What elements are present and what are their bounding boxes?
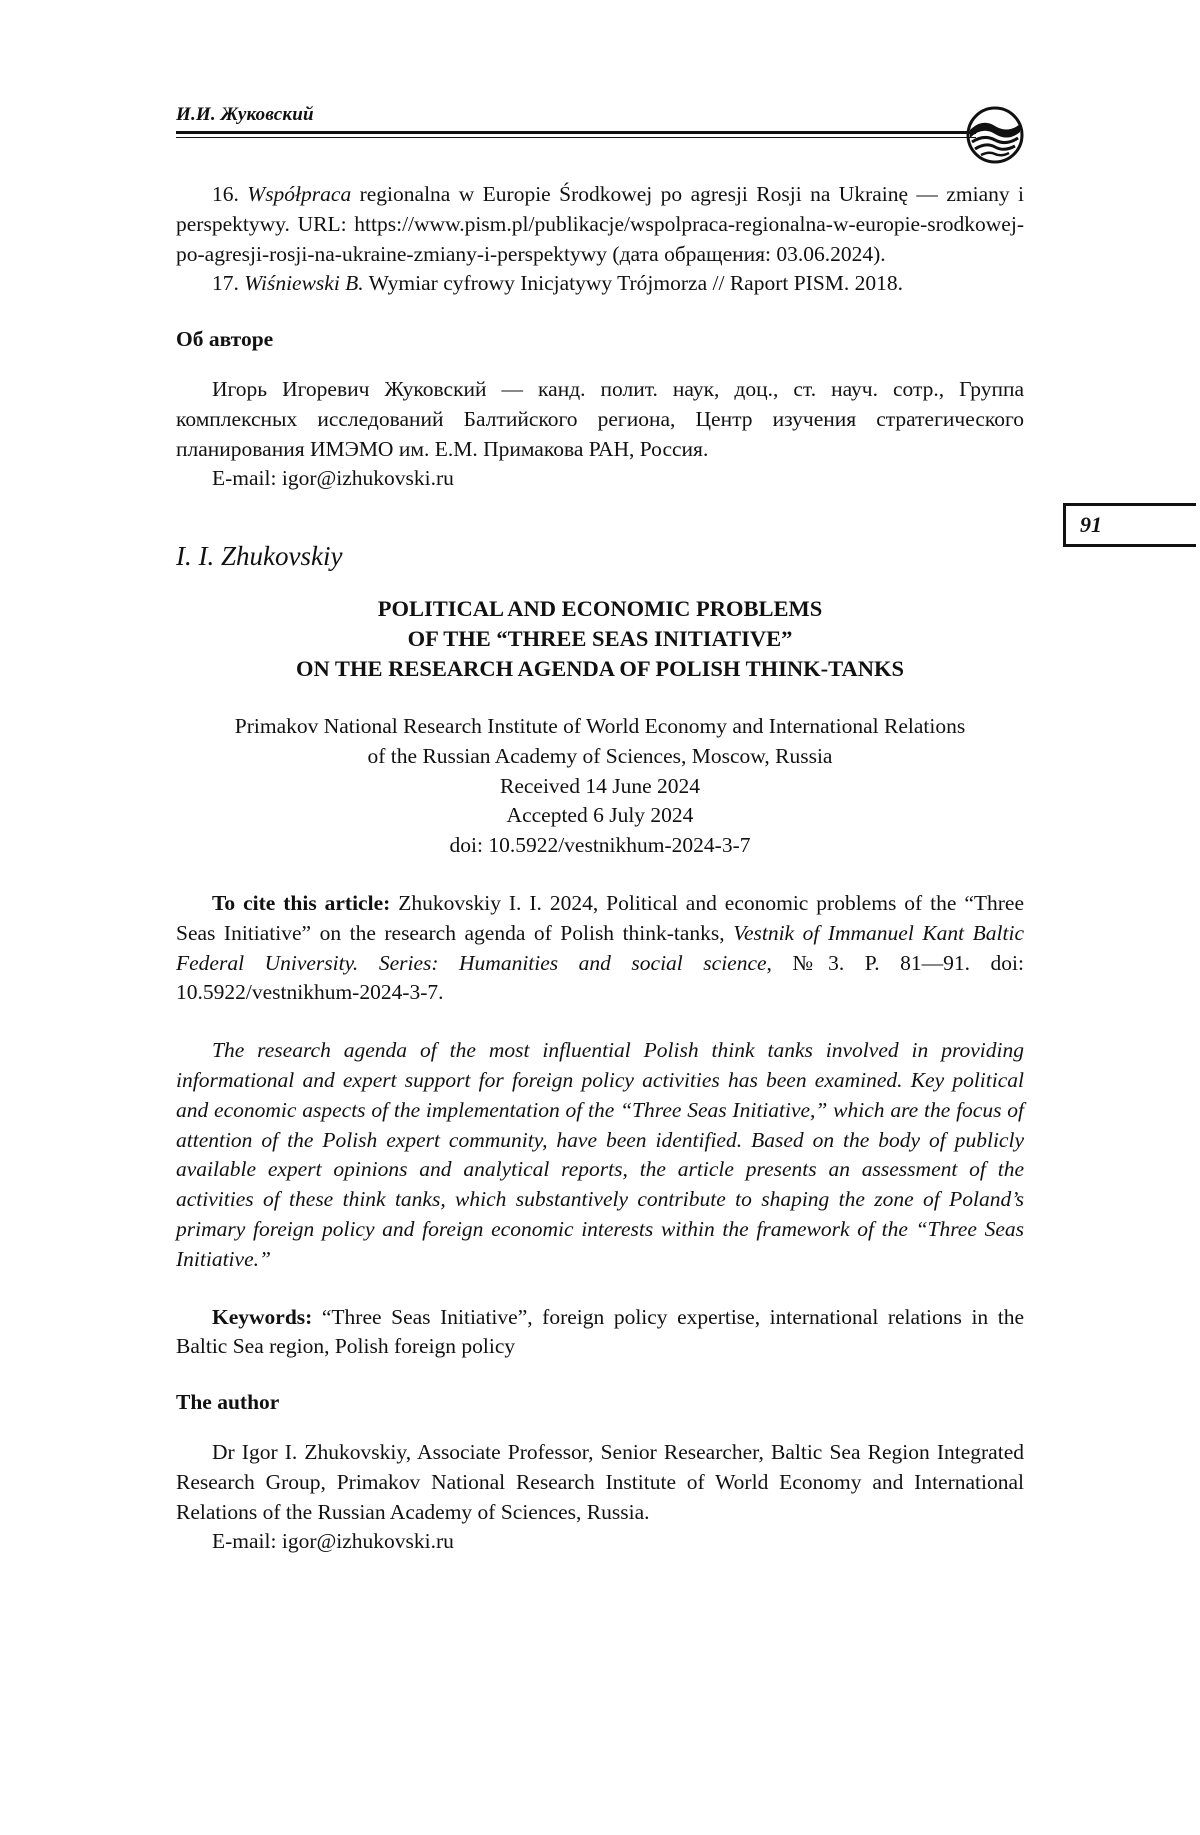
- running-header-author: И.И. Жуковский: [176, 104, 314, 125]
- header-rule-thin: [176, 137, 976, 138]
- about-author-en-text: Dr Igor I. Zhukovskiy, Associate Professor, Senior Researcher, Baltic Sea Region Integrated Research Group, Primakov National Research Institute of World Economy and International Relations of the Russian Academy of Sciences, Russia.: [176, 1439, 1024, 1524]
- about-author-ru-email: E-mail: igor@izhukovski.ru: [212, 466, 454, 491]
- article-doi: doi: 10.5922/vestnikhum-2024-3-7: [449, 833, 751, 858]
- accepted-date: Accepted 6 July 2024: [506, 803, 694, 828]
- about-author-ru-text: Игорь Игоревич Жуковский — канд. полит. наук, доц., ст. науч. сотр., Группа комплексных исследований Балтийского региона, Центр изучения стратегического планирования ИМЭМО им. Е.М. Примакова РАН, Россия.: [176, 376, 1024, 461]
- reference-17: 17. Wiśniewski B. Wymiar cyfrowy Inicjatywy Trójmorza // Raport PISM. 2018.: [212, 271, 904, 296]
- keywords: Keywords: “Three Seas Initiative”, foreign policy expertise, international relations in the Baltic Sea region, Polish foreign policy: [176, 1304, 1024, 1359]
- about-author-en-heading: The author: [176, 1390, 280, 1415]
- abstract: The research agenda of the most influential Polish think tanks involved in providing informational and expert support for foreign policy activities has been examined. Key political and economic aspects of the implementation of the “Three Seas Initiative,” which are the focus of attention of the Polish expert community, have been identified. Based on the body of publicly available expert opinions and analytical reports, the article presents an assessment of the activities of these think tanks, which substantively contribute to shaping the zone of Poland’s primary foreign policy and foreign economic interests within the framework of the “Three Seas Initiative.”: [176, 1038, 1024, 1271]
- reference-16: 16. Współpraca regionalna w Europie Środkowej po agresji Rosji na Ukrainę — zmiany i perspektywy. URL: https://www.pism.pl/publikacje/wspolpraca-regionalna-w-europie-srodkowej-po-agresji-rosji-na-ukraine-zmiany-i-perspektywy (дата обращения: 03.06.2024).: [176, 182, 1024, 266]
- article-affiliation: Primakov National Research Institute of World Economy and International Relations of the Russian Academy of Sciences, Moscow, Russia Received 14 June 2024 Accepted 6 July 2024 doi: 10.5922/vestnikhum-2024-3-7: [176, 712, 1024, 861]
- citation: To cite this article: Zhukovskiy I. I. 2024, Political and economic problems of the “Three Seas Initiative” on the research agenda of Polish think-tanks, Vestnik of Immanuel Kant Baltic Federal University. Series: Humanities and social science, №3. P. 81—91. doi: 10.5922/vestnikhum-2024-3-7.: [176, 890, 1024, 1005]
- about-author-en-email: E-mail: igor@izhukovski.ru: [212, 1529, 454, 1554]
- received-date: Received 14 June 2024: [499, 773, 701, 798]
- header-rule: [176, 131, 976, 134]
- article-author: I. I. Zhukovskiy: [176, 541, 343, 572]
- wave-emblem-icon: [964, 104, 1026, 166]
- article-title: POLITICAL AND ECONOMIC PROBLEMS OF THE “THREE SEAS INITIATIVE” ON THE RESEARCH AGENDA OF POLISH THINK-TANKS: [295, 595, 905, 681]
- page-number: 91: [1063, 503, 1196, 547]
- about-author-ru-heading: Об авторе: [176, 327, 274, 352]
- page-body: [176, 180, 1024, 1557]
